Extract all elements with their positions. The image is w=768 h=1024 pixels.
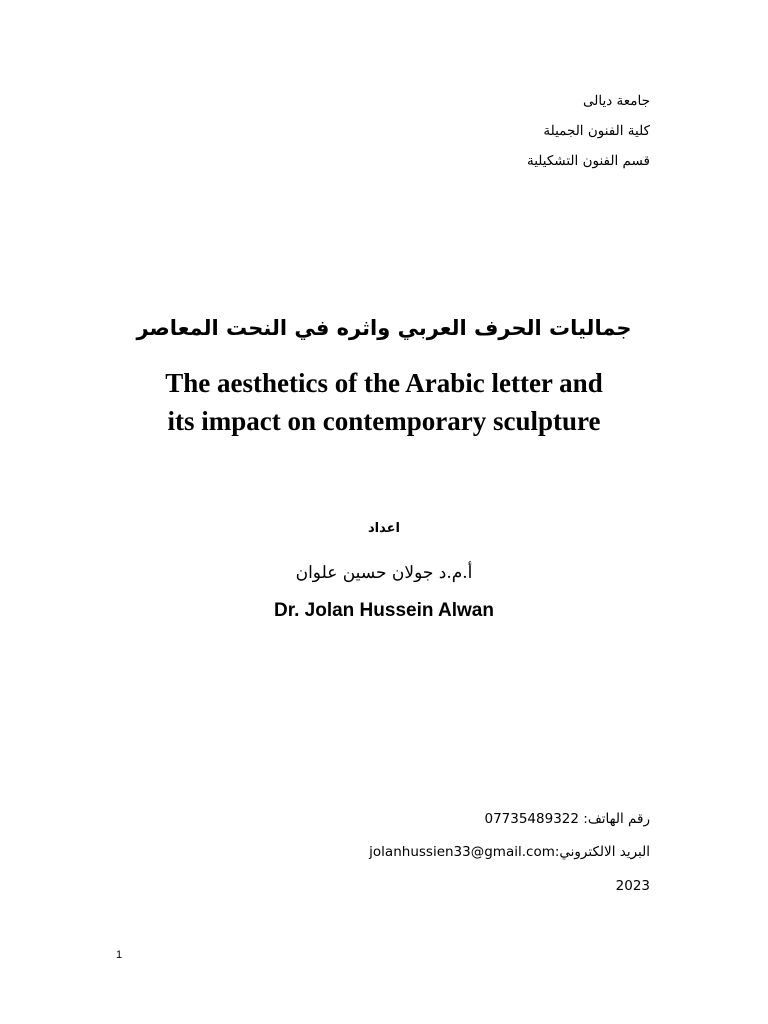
college-name: كلية الفنون الجميلة — [543, 123, 650, 139]
phone-number: 07735489322 — [484, 811, 579, 827]
phone-label: رقم الهاتف: — [583, 811, 650, 827]
phone-line — [484, 809, 650, 829]
email-line — [369, 842, 650, 862]
page-number: 1 — [116, 949, 123, 961]
email-address: jolanhussien33@gmail.com — [369, 844, 555, 860]
english-title — [0, 364, 768, 440]
year: 2023 — [615, 878, 650, 894]
email-label: البريد الالكتروني: — [554, 844, 650, 860]
author-name-arabic: أ.م.د جولان حسين علوان — [295, 563, 473, 583]
author-name-english: Dr. Jolan Hussein Alwan — [274, 600, 494, 621]
english-title-line-1: The aesthetics of the Arabic letter and — [165, 368, 603, 398]
english-title-line-2: its impact on contemporary sculpture — [167, 406, 601, 436]
arabic-title: جماليات الحرف العربي واثره في النحت المعاصر — [136, 316, 632, 340]
prepared-by-label: اعداد — [368, 521, 400, 536]
university-name: جامعة ديالى — [583, 93, 650, 109]
department-name: قسم الفنون التشكيلية — [526, 153, 650, 169]
